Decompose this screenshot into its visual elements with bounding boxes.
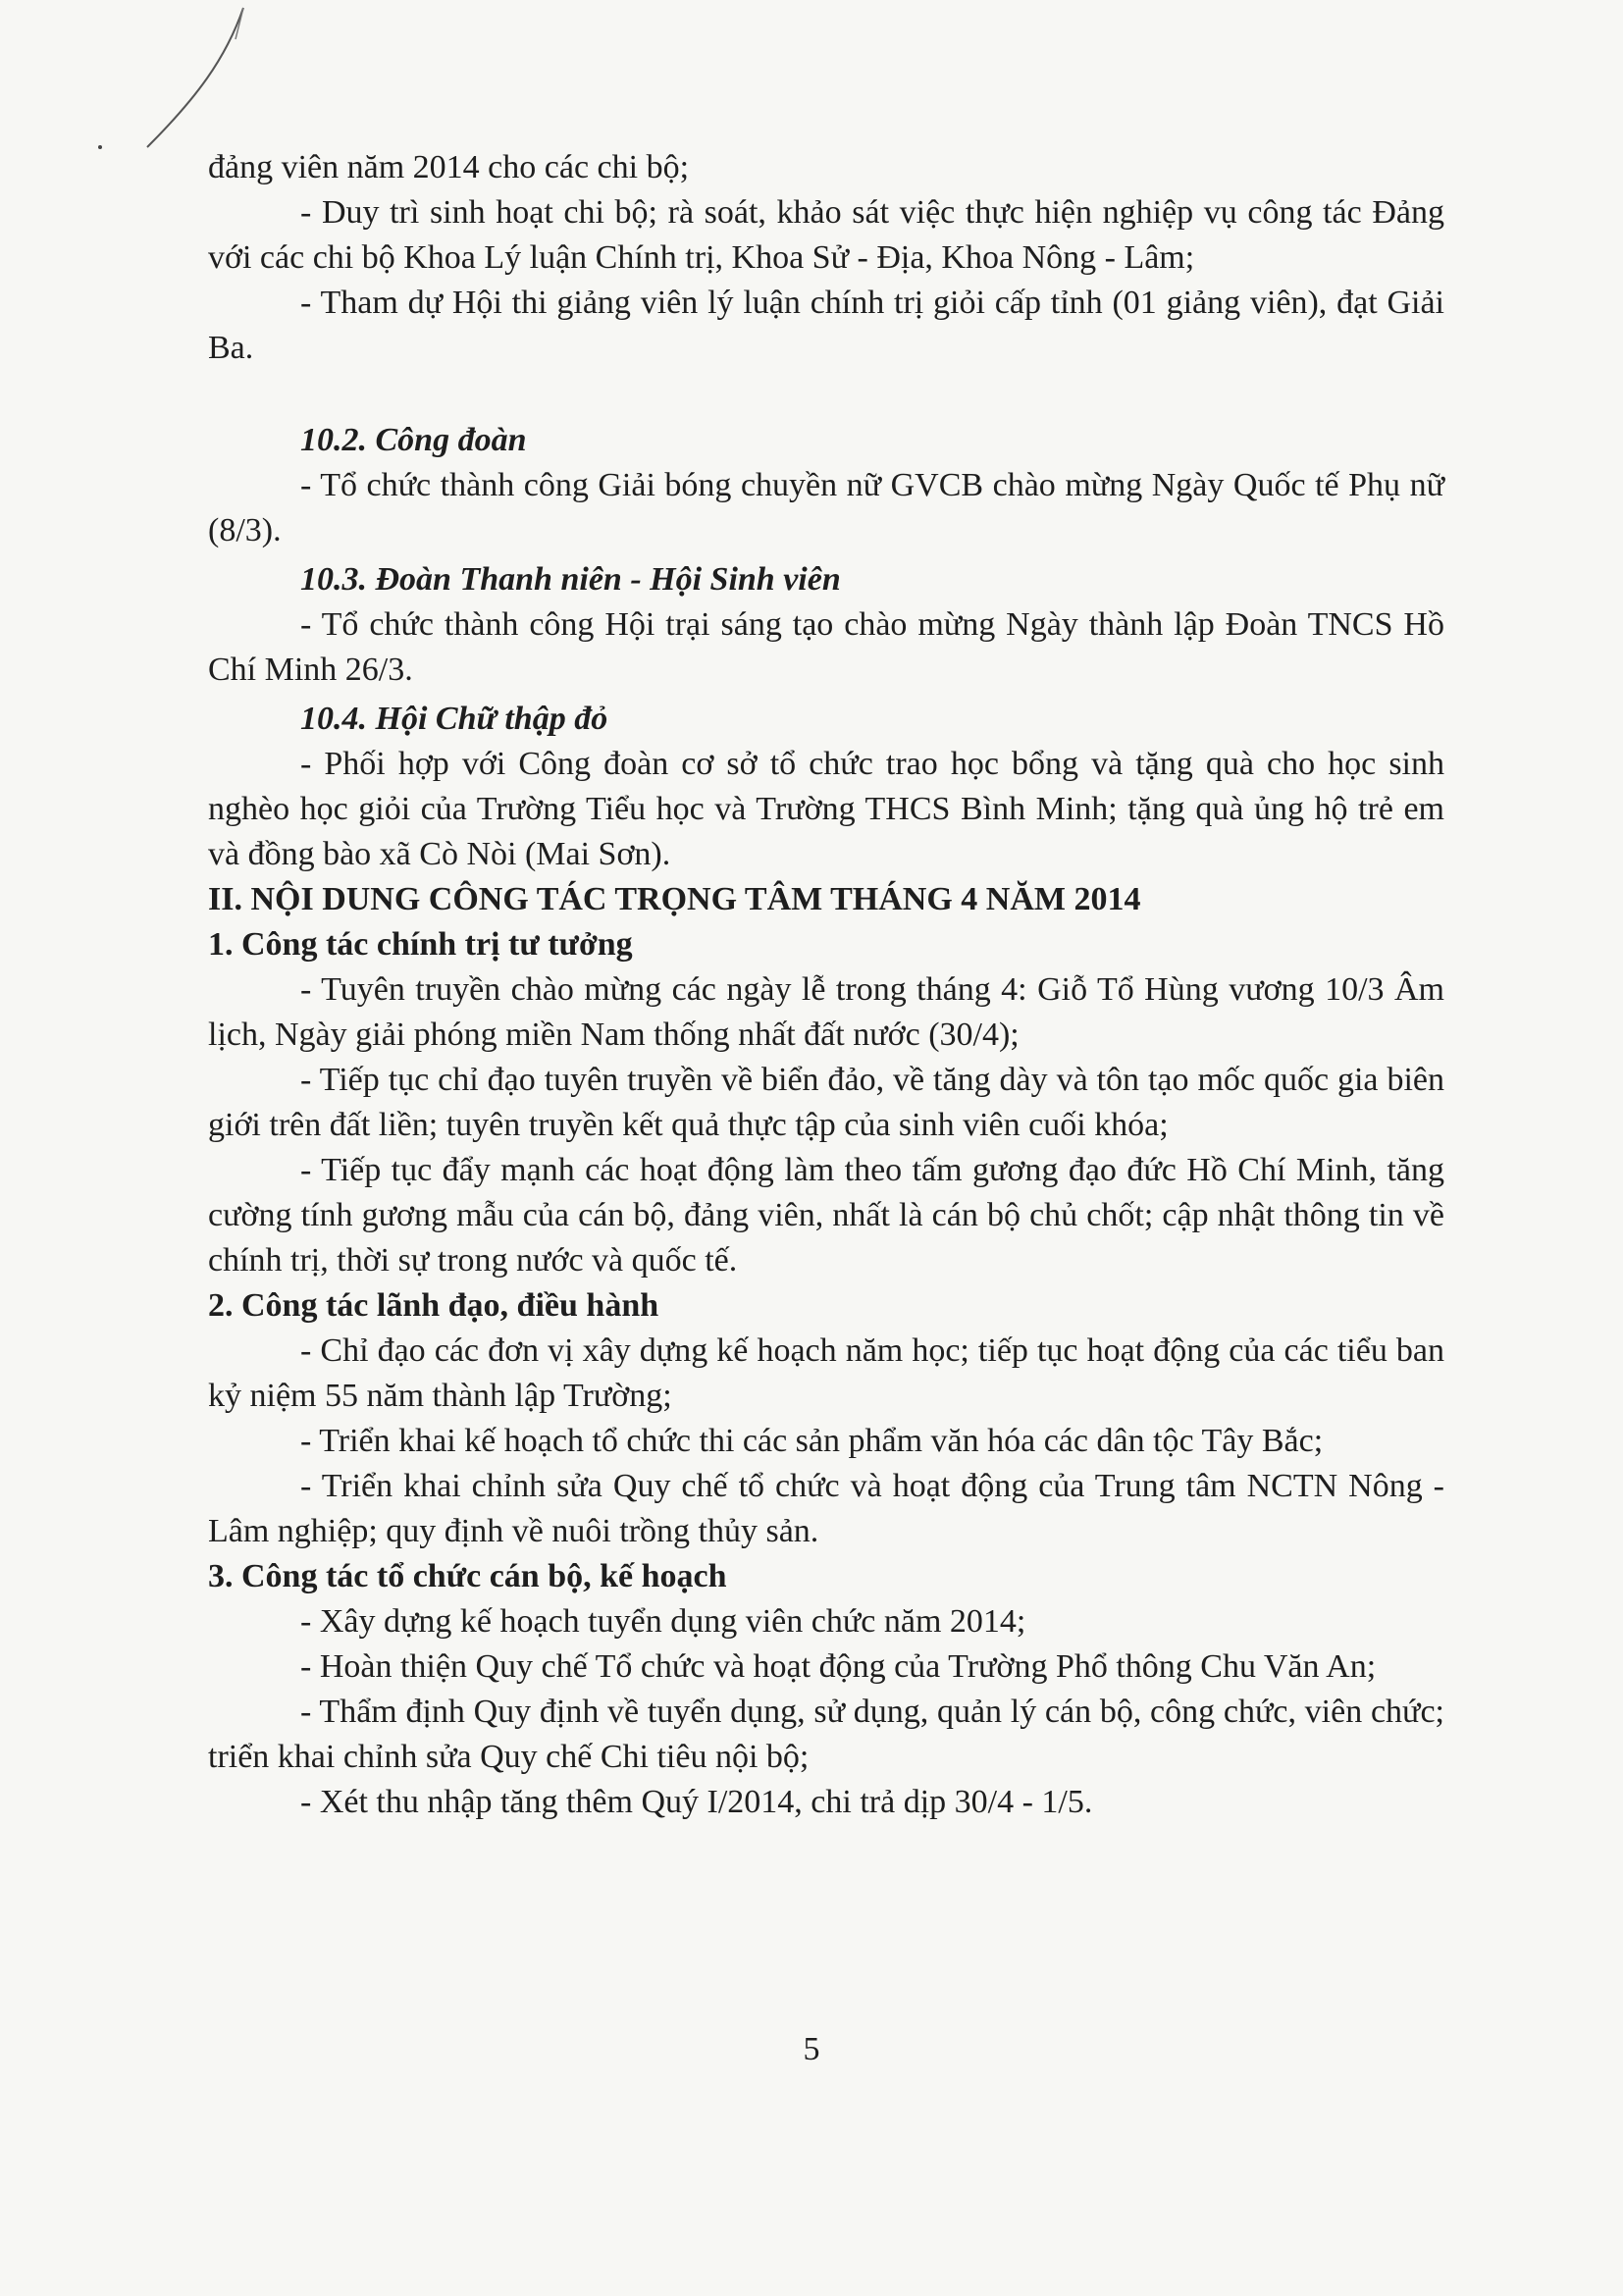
spacer [208,371,1444,414]
page-number: 5 [803,2031,820,2067]
paragraph: - Tiếp tục chỉ đạo tuyên truyền về biển đảo, về tăng dày và tôn tạo mốc quốc gia biên giới trên đất liền; tuyên truyền kết quả thực tập của sinh viên cuối khóa; [208,1062,1444,1143]
paragraph: - Thẩm định Quy định về tuyển dụng, sử dụng, quản lý cán bộ, công chức, viên chức; triển khai chỉnh sửa Quy chế Chi tiêu nội bộ; [208,1694,1444,1775]
section-heading: 2. Công tác lãnh đạo, điều hành [208,1287,659,1324]
paragraph: - Duy trì sinh hoạt chi bộ; rà soát, khảo sát việc thực hiện nghiệp vụ công tác Đảng với các chi bộ Khoa Lý luận Chính trị, Khoa Sử - Địa, Khoa Nông - Lâm; [208,194,1444,276]
paragraph: - Xây dựng kế hoạch tuyển dụng viên chức năm 2014; [300,1603,1026,1640]
paragraph: - Tuyên truyền chào mừng các ngày lễ trong tháng 4: Giỗ Tổ Hùng vương 10/3 Âm lịch, Ngày giải phóng miền Nam thống nhất đất nước (30/4); [208,971,1444,1053]
subsection-title: 10.2. Công đoàn [300,422,527,458]
subsection-title: 10.4. Hội Chữ thập đỏ [300,701,608,737]
paragraph: - Triển khai chỉnh sửa Quy chế tổ chức và hoạt động của Trung tâm NCTN Nông - Lâm nghiệp; quy định về nuôi trồng thủy sản. [208,1468,1444,1549]
paragraph: - Triển khai kế hoạch tổ chức thi các sản phẩm văn hóa các dân tộc Tây Bắc; [300,1423,1324,1459]
section-heading: 3. Công tác tổ chức cán bộ, kế hoạch [208,1558,727,1594]
paragraph: - Xét thu nhập tăng thêm Quý I/2014, chi trả dịp 30/4 - 1/5. [300,1784,1093,1820]
paragraph: - Tham dự Hội thi giảng viên lý luận chính trị giỏi cấp tỉnh (01 giảng viên), đạt Giải Ba. [208,285,1444,366]
paragraph: - Tổ chức thành công Giải bóng chuyền nữ GVCB chào mừng Ngày Quốc tế Phụ nữ (8/3). [208,467,1444,548]
part-heading: II. NỘI DUNG CÔNG TÁC TRỌNG TÂM THÁNG 4 NĂM 2014 [208,881,1141,917]
paragraph: - Chỉ đạo các đơn vị xây dựng kế hoạch năm học; tiếp tục hoạt động của các tiểu ban kỷ niệm 55 năm thành lập Trường; [208,1332,1444,1414]
subsection-title: 10.3. Đoàn Thanh niên - Hội Sinh viên [300,561,841,598]
paragraph: - Tiếp tục đẩy mạnh các hoạt động làm theo tấm gương đạo đức Hồ Chí Minh, tăng cường tính gương mẫu của cán bộ, đảng viên, nhất là cán bộ chủ chốt; cập nhật thông tin về chính trị, thời sự trong nước và quốc tế. [208,1152,1444,1278]
section-heading: 1. Công tác chính trị tư tưởng [208,926,633,963]
paragraph: - Hoàn thiện Quy chế Tổ chức và hoạt động của Trường Phổ thông Chu Văn An; [300,1648,1377,1685]
paragraph: - Tổ chức thành công Hội trại sáng tạo chào mừng Ngày thành lập Đoàn TNCS Hồ Chí Minh 26/3. [208,606,1444,688]
paragraph: - Phối hợp với Công đoàn cơ sở tổ chức trao học bổng và tặng quà cho học sinh nghèo học giỏi của Trường Tiểu học và Trường THCS Bình Minh; tặng quà ủng hộ trẻ em và đồng bào xã Cò Nòi (Mai Sơn). [208,746,1444,872]
paragraph: đảng viên năm 2014 cho các chi bộ; [208,149,690,185]
pen-mark [88,0,265,167]
document-body [208,145,1444,1825]
